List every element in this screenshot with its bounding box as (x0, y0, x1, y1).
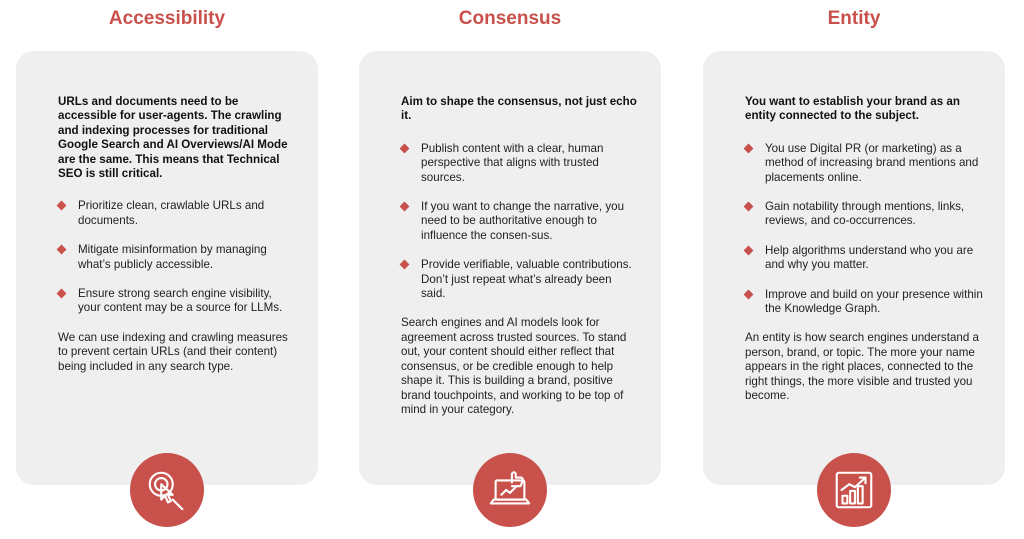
info-card (16, 51, 318, 485)
card-lead: Aim to shape the consensus, not just echo it. (401, 95, 637, 123)
bullet-text: If you want to change the narrative, you need to be authoritative enough to influence the consen-sus. (421, 200, 625, 242)
column-entity (703, 0, 1005, 539)
diamond-bullet-icon (57, 245, 67, 255)
list-item (58, 243, 296, 272)
list-item (58, 287, 296, 316)
card-closing: We can use indexing and crawling measures to prevent certain URLs (and their content) being included in any search type. (58, 330, 288, 373)
diamond-bullet-icon (744, 245, 754, 255)
diamond-bullet-icon (744, 143, 754, 153)
diamond-bullet-icon (400, 202, 410, 212)
list-item (745, 200, 983, 229)
card-lead: You want to establish your brand as an entity connected to the subject. (745, 95, 960, 123)
touch-click-icon (130, 453, 204, 527)
bullet-list (745, 142, 983, 317)
list-item (401, 142, 639, 185)
diamond-bullet-icon (57, 201, 67, 211)
bullet-text: Improve and build on your presence within the Knowledge Graph. (765, 287, 983, 316)
info-card (703, 51, 1005, 485)
list-item (745, 142, 983, 185)
diamond-bullet-icon (400, 143, 410, 153)
column-title: Consensus (458, 8, 562, 29)
growth-chart-icon (817, 453, 891, 527)
card-closing: Search engines and AI models look for agreement across trusted sources. To stand out, your content should either reflect that consensus, or be credible enough to help shape it. This is building a brand, positive brand touchpoints, and working to be top of mind in your category. (401, 316, 627, 416)
list-item (401, 258, 639, 301)
bullet-text: Publish content with a clear, human perspective that aligns with trusted sources. (421, 141, 604, 184)
bullet-text: Provide verifiable, valuable contributions. Don’t just repeat what’s already been said. (421, 258, 632, 301)
laptop-thumbs-up-icon (473, 453, 547, 527)
card-lead: URLs and documents need to be accessible for user-agents. The crawling and indexing processes for traditional Google Search and AI Overviews/AI Mode are the same. This means that Technical SEO is still critical. (58, 95, 288, 181)
list-item (401, 200, 639, 243)
column-accessibility (16, 0, 318, 539)
column-title: Accessibility (108, 8, 226, 29)
bullet-text: Mitigate misinformation by managing what’s publicly accessible. (78, 243, 267, 271)
card-closing: An entity is how search engines understand a person, brand, or topic. The more your name appears in the right places, connected to the right things, the more visible and trusted you become. (745, 331, 979, 403)
bullet-text: Prioritize clean, crawlable URLs and documents. (78, 199, 265, 227)
bullet-text: You use Digital PR (or marketing) as a method of increasing brand mentions and placements online. (765, 141, 979, 184)
column-consensus (359, 0, 661, 539)
diamond-bullet-icon (57, 289, 67, 299)
bullet-text: Help algorithms understand who you are and why you matter. (765, 243, 974, 272)
bullet-text: Gain notability through mentions, links, reviews, and co-occurrences. (765, 200, 965, 228)
diamond-bullet-icon (400, 260, 410, 270)
list-item (745, 288, 983, 317)
list-item (745, 244, 983, 273)
bullet-list (58, 199, 296, 315)
diamond-bullet-icon (744, 289, 754, 299)
bullet-list (401, 142, 639, 302)
info-card (359, 51, 661, 485)
column-title: Entity (827, 8, 881, 29)
list-item (58, 199, 296, 228)
bullet-text: Ensure strong search engine visibility, your content may be a source for LLMs. (78, 287, 283, 315)
diamond-bullet-icon (744, 202, 754, 212)
